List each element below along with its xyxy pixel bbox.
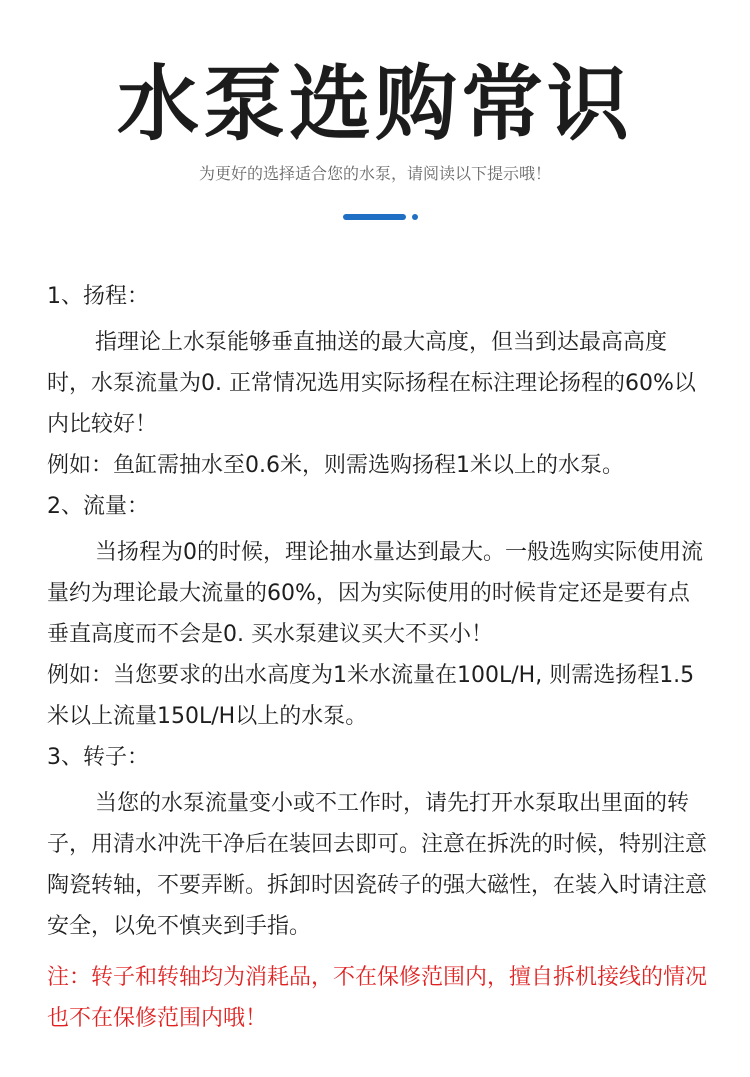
page-subtitle: 为更好的选择适合您的水泵，请阅读以下提示哦！ xyxy=(198,164,551,183)
section-heading-rotor: 3、转子： xyxy=(47,745,149,770)
title-divider xyxy=(343,214,423,220)
section-body-head: 指理论上水泵能够垂直抽送的最大高度，但当到达最高高度时，水泵流量为0. 正常情况选用实际扬程在标注理论扬程的60%以内比较好！ xyxy=(47,330,696,437)
section-example-head: 例如：鱼缸需抽水至0.6米，则需选购扬程1米以上的水泵。 xyxy=(47,453,624,478)
divider-dot xyxy=(412,214,418,220)
section-body-rotor: 当您的水泵流量变小或不工作时，请先打开水泵取出里面的转子，用清水冲洗干净后在装回去即可。注意在拆洗的时候，特别注意陶瓷转轴，不要弄断。拆卸时因瓷砖子的强大磁性，在装入时请注意安全，以免不慎夹到手指。 xyxy=(47,791,708,939)
content-body xyxy=(47,276,707,947)
page-title: 水泵选购常识 xyxy=(116,57,633,152)
warranty-note-text: 注：转子和转轴均为消耗品，不在保修范围内，擅自拆机接线的情况也不在保修范围内哦！ xyxy=(47,965,708,1031)
divider-bar xyxy=(343,214,406,220)
warranty-note xyxy=(47,957,707,1039)
section-heading-head: 1、扬程： xyxy=(47,284,149,309)
section-body-flow: 当扬程为0的时候，理论抽水量达到最大。一般选购实际使用流量约为理论最大流量的60%，因为实际使用的时候肯定还是要有点垂直高度而不会是0. 买水泵建议买大不买小！ xyxy=(47,540,703,647)
section-heading-flow: 2、流量： xyxy=(47,494,149,519)
section-example-flow: 例如：当您要求的出水高度为1米水流量在100L/H, 则需选扬程1.5米以上流量150L/H以上的水泵。 xyxy=(47,663,695,729)
